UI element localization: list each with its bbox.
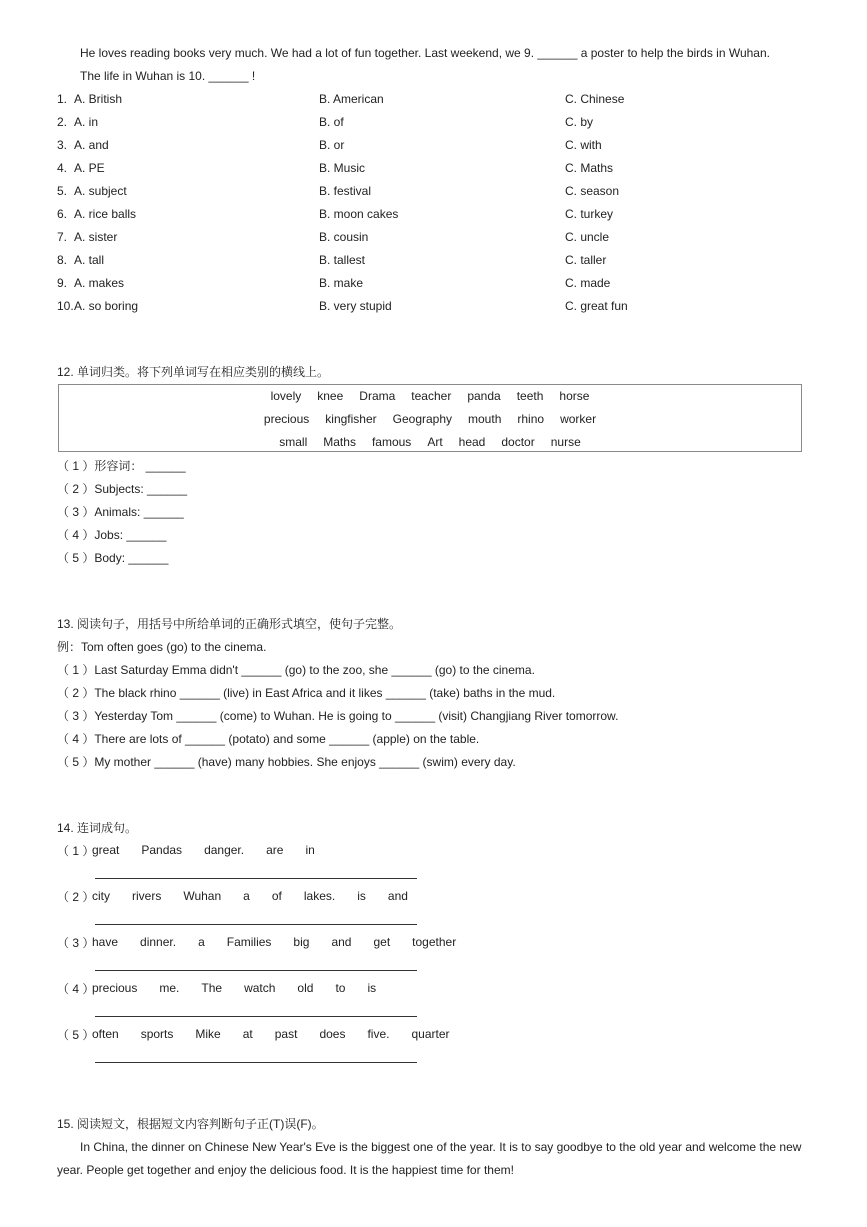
scrambled-words [92, 1027, 472, 1041]
scrambled-word: Mike [195, 1027, 221, 1041]
option-b: B. very stupid [319, 299, 392, 313]
option-b: B. Music [319, 161, 366, 175]
answer-line [95, 1016, 417, 1017]
word-bank-word: knee [317, 389, 344, 403]
question-number: 10. [57, 299, 74, 313]
intro-line-1: He loves reading books very much. We had a lot of fun together. Last weekend, we 9. ______ a poster to help the birds in Wuhan. [80, 46, 770, 60]
scrambled-word: does [319, 1027, 346, 1041]
option-a: A. British [74, 92, 123, 106]
scrambled-word: are [266, 843, 284, 857]
q13-item-2: （ 2 ）The black rhino ______ (live) in East Africa and it likes ______ (take) baths in the mud. [57, 686, 556, 700]
word-bank-word: horse [559, 389, 590, 403]
word-bank-word: teeth [516, 389, 544, 403]
option-a: A. makes [74, 276, 125, 290]
option-a: A. PE [74, 161, 105, 175]
scrambled-words [92, 843, 337, 857]
q13-item-4: （ 4 ）There are lots of ______ (potato) and some ______ (apple) on the table. [57, 732, 480, 746]
q15-passage: In China, the dinner on Chinese New Year's Eve is the biggest one of the year. It is to say goodbye to the old year and welcome the new year. People get together and enjoy the delicious food. It is the happiest time for them! [57, 1140, 802, 1177]
question-number: 9. [57, 276, 68, 290]
word-bank-word: Drama [359, 389, 396, 403]
q14-title: 14. 连词成句。 [57, 821, 138, 835]
scrambled-word: and [331, 935, 352, 949]
q14-item-number: （ 4 ） [57, 982, 95, 996]
word-bank-word: small [279, 435, 308, 449]
option-b: B. of [319, 115, 344, 129]
q12-item-2: （ 2 ）Subjects: ______ [57, 482, 188, 496]
word-bank-word: famous [371, 435, 412, 449]
scrambled-word: great [92, 843, 120, 857]
answer-line [95, 924, 417, 925]
mcq-row [57, 298, 817, 314]
q13-item-5: （ 5 ）My mother ______ (have) many hobbies. She enjoys ______ (swim) every day. [57, 755, 516, 769]
word-bank-box [58, 384, 802, 452]
question-number: 5. [57, 184, 68, 198]
intro-line-2: The life in Wuhan is 10. ______ ! [80, 69, 256, 83]
word-bank-word: Maths [323, 435, 356, 449]
scrambled-word: together [412, 935, 457, 949]
option-a: A. subject [74, 184, 127, 198]
mcq-row [57, 160, 817, 176]
question-number: 4. [57, 161, 68, 175]
q12-item-4: （ 4 ）Jobs: ______ [57, 528, 167, 542]
option-b: B. American [319, 92, 384, 106]
option-a: A. so boring [74, 299, 139, 313]
word-bank-word: mouth [468, 412, 502, 426]
word-bank-word: kingfisher [325, 412, 377, 426]
q13-item-3: （ 3 ）Yesterday Tom ______ (come) to Wuhan. He is going to ______ (visit) Changjiang River tomorrow. [57, 709, 619, 723]
word-bank-word: rhino [517, 412, 545, 426]
scrambled-word: watch [244, 981, 276, 995]
word-bank-word: panda [467, 389, 501, 403]
scrambled-word: Pandas [141, 843, 183, 857]
answer-line [95, 878, 417, 879]
option-c: C. Chinese [565, 92, 625, 106]
scrambled-word: past [274, 1027, 298, 1041]
option-a: A. sister [74, 230, 118, 244]
mcq-row [57, 183, 817, 199]
answer-line [95, 1062, 417, 1063]
scrambled-word: get [373, 935, 391, 949]
q14-item-number: （ 5 ） [57, 1028, 95, 1042]
mcq-row [57, 91, 817, 107]
mcq-row [57, 275, 817, 291]
word-bank-word: doctor [501, 435, 535, 449]
answer-line [95, 970, 417, 971]
option-c: C. made [565, 276, 611, 290]
word-bank-word: head [458, 435, 486, 449]
mcq-row [57, 229, 817, 245]
option-a: A. and [74, 138, 109, 152]
option-c: C. with [565, 138, 602, 152]
scrambled-word: is [357, 889, 366, 903]
scrambled-word: a [198, 935, 205, 949]
question-number: 3. [57, 138, 68, 152]
mcq-row [57, 252, 817, 268]
q14-item-number: （ 1 ） [57, 844, 95, 858]
mcq-row [57, 137, 817, 153]
option-c: C. great fun [565, 299, 628, 313]
scrambled-word: danger. [204, 843, 245, 857]
word-bank-word: lovely [270, 389, 302, 403]
q12-item-1: （ 1 ）形容词： ______ [57, 459, 186, 473]
scrambled-words [92, 889, 430, 903]
option-c: C. season [565, 184, 620, 198]
scrambled-word: old [297, 981, 314, 995]
mcq-row [57, 206, 817, 222]
scrambled-word: Families [226, 935, 272, 949]
option-a: A. rice balls [74, 207, 137, 221]
option-b: B. tallest [319, 253, 366, 267]
scrambled-word: city [92, 889, 110, 903]
word-bank-row [59, 434, 801, 450]
q13-item-1: （ 1 ）Last Saturday Emma didn't ______ (go) to the zoo, she ______ (go) to the cinema. [57, 663, 535, 677]
option-c: C. taller [565, 253, 607, 267]
scrambled-word: me. [159, 981, 180, 995]
scrambled-word: sports [140, 1027, 174, 1041]
option-c: C. Maths [565, 161, 614, 175]
q12-item-3: （ 3 ）Animals: ______ [57, 505, 184, 519]
option-b: B. festival [319, 184, 372, 198]
word-bank-word: teacher [411, 389, 452, 403]
word-bank-word: nurse [550, 435, 581, 449]
scrambled-words [92, 981, 398, 995]
scrambled-word: and [387, 889, 408, 903]
q12-item-5: （ 5 ）Body: ______ [57, 551, 169, 565]
scrambled-word: big [293, 935, 310, 949]
scrambled-word: rivers [132, 889, 162, 903]
option-a: A. in [74, 115, 99, 129]
q13-title: 13. 阅读句子，用括号中所给单词的正确形式填空，使句子完整。 [57, 617, 402, 631]
option-b: B. moon cakes [319, 207, 399, 221]
option-a: A. tall [74, 253, 105, 267]
word-bank-row [59, 411, 801, 427]
scrambled-word: precious [92, 981, 138, 995]
scrambled-word: Wuhan [183, 889, 222, 903]
q14-item-number: （ 3 ） [57, 936, 95, 950]
scrambled-word: often [92, 1027, 119, 1041]
scrambled-word: dinner. [140, 935, 177, 949]
scrambled-word: have [92, 935, 119, 949]
option-c: C. uncle [565, 230, 610, 244]
word-bank-word: precious [263, 412, 310, 426]
scrambled-word: The [201, 981, 223, 995]
word-bank-word: worker [560, 412, 597, 426]
option-b: B. make [319, 276, 364, 290]
scrambled-word: is [367, 981, 377, 995]
question-number: 6. [57, 207, 68, 221]
option-c: C. by [565, 115, 594, 129]
scrambled-word: quarter [411, 1027, 450, 1041]
scrambled-word: in [305, 843, 315, 857]
scrambled-word: a [243, 889, 250, 903]
q13-example: 例：Tom often goes (go) to the cinema. [57, 640, 267, 654]
scrambled-word: five. [367, 1027, 390, 1041]
question-number: 2. [57, 115, 68, 129]
question-number: 1. [57, 92, 68, 106]
word-bank-row [59, 388, 801, 404]
option-c: C. turkey [565, 207, 614, 221]
option-b: B. cousin [319, 230, 369, 244]
word-bank-word: Geography [392, 412, 453, 426]
question-number: 7. [57, 230, 68, 244]
scrambled-word: to [335, 981, 346, 995]
scrambled-word: at [242, 1027, 253, 1041]
q14-item-number: （ 2 ） [57, 890, 95, 904]
option-b: B. or [319, 138, 345, 152]
question-number: 8. [57, 253, 68, 267]
q15-title: 15. 阅读短文，根据短文内容判断句子正(T)误(F)。 [57, 1117, 324, 1131]
word-bank-word: Art [427, 435, 443, 449]
mcq-row [57, 114, 817, 130]
scrambled-words [92, 935, 478, 949]
q12-title: 12. 单词归类。将下列单词写在相应类别的横线上。 [57, 365, 330, 379]
scrambled-word: lakes. [303, 889, 336, 903]
scrambled-word: of [271, 889, 282, 903]
